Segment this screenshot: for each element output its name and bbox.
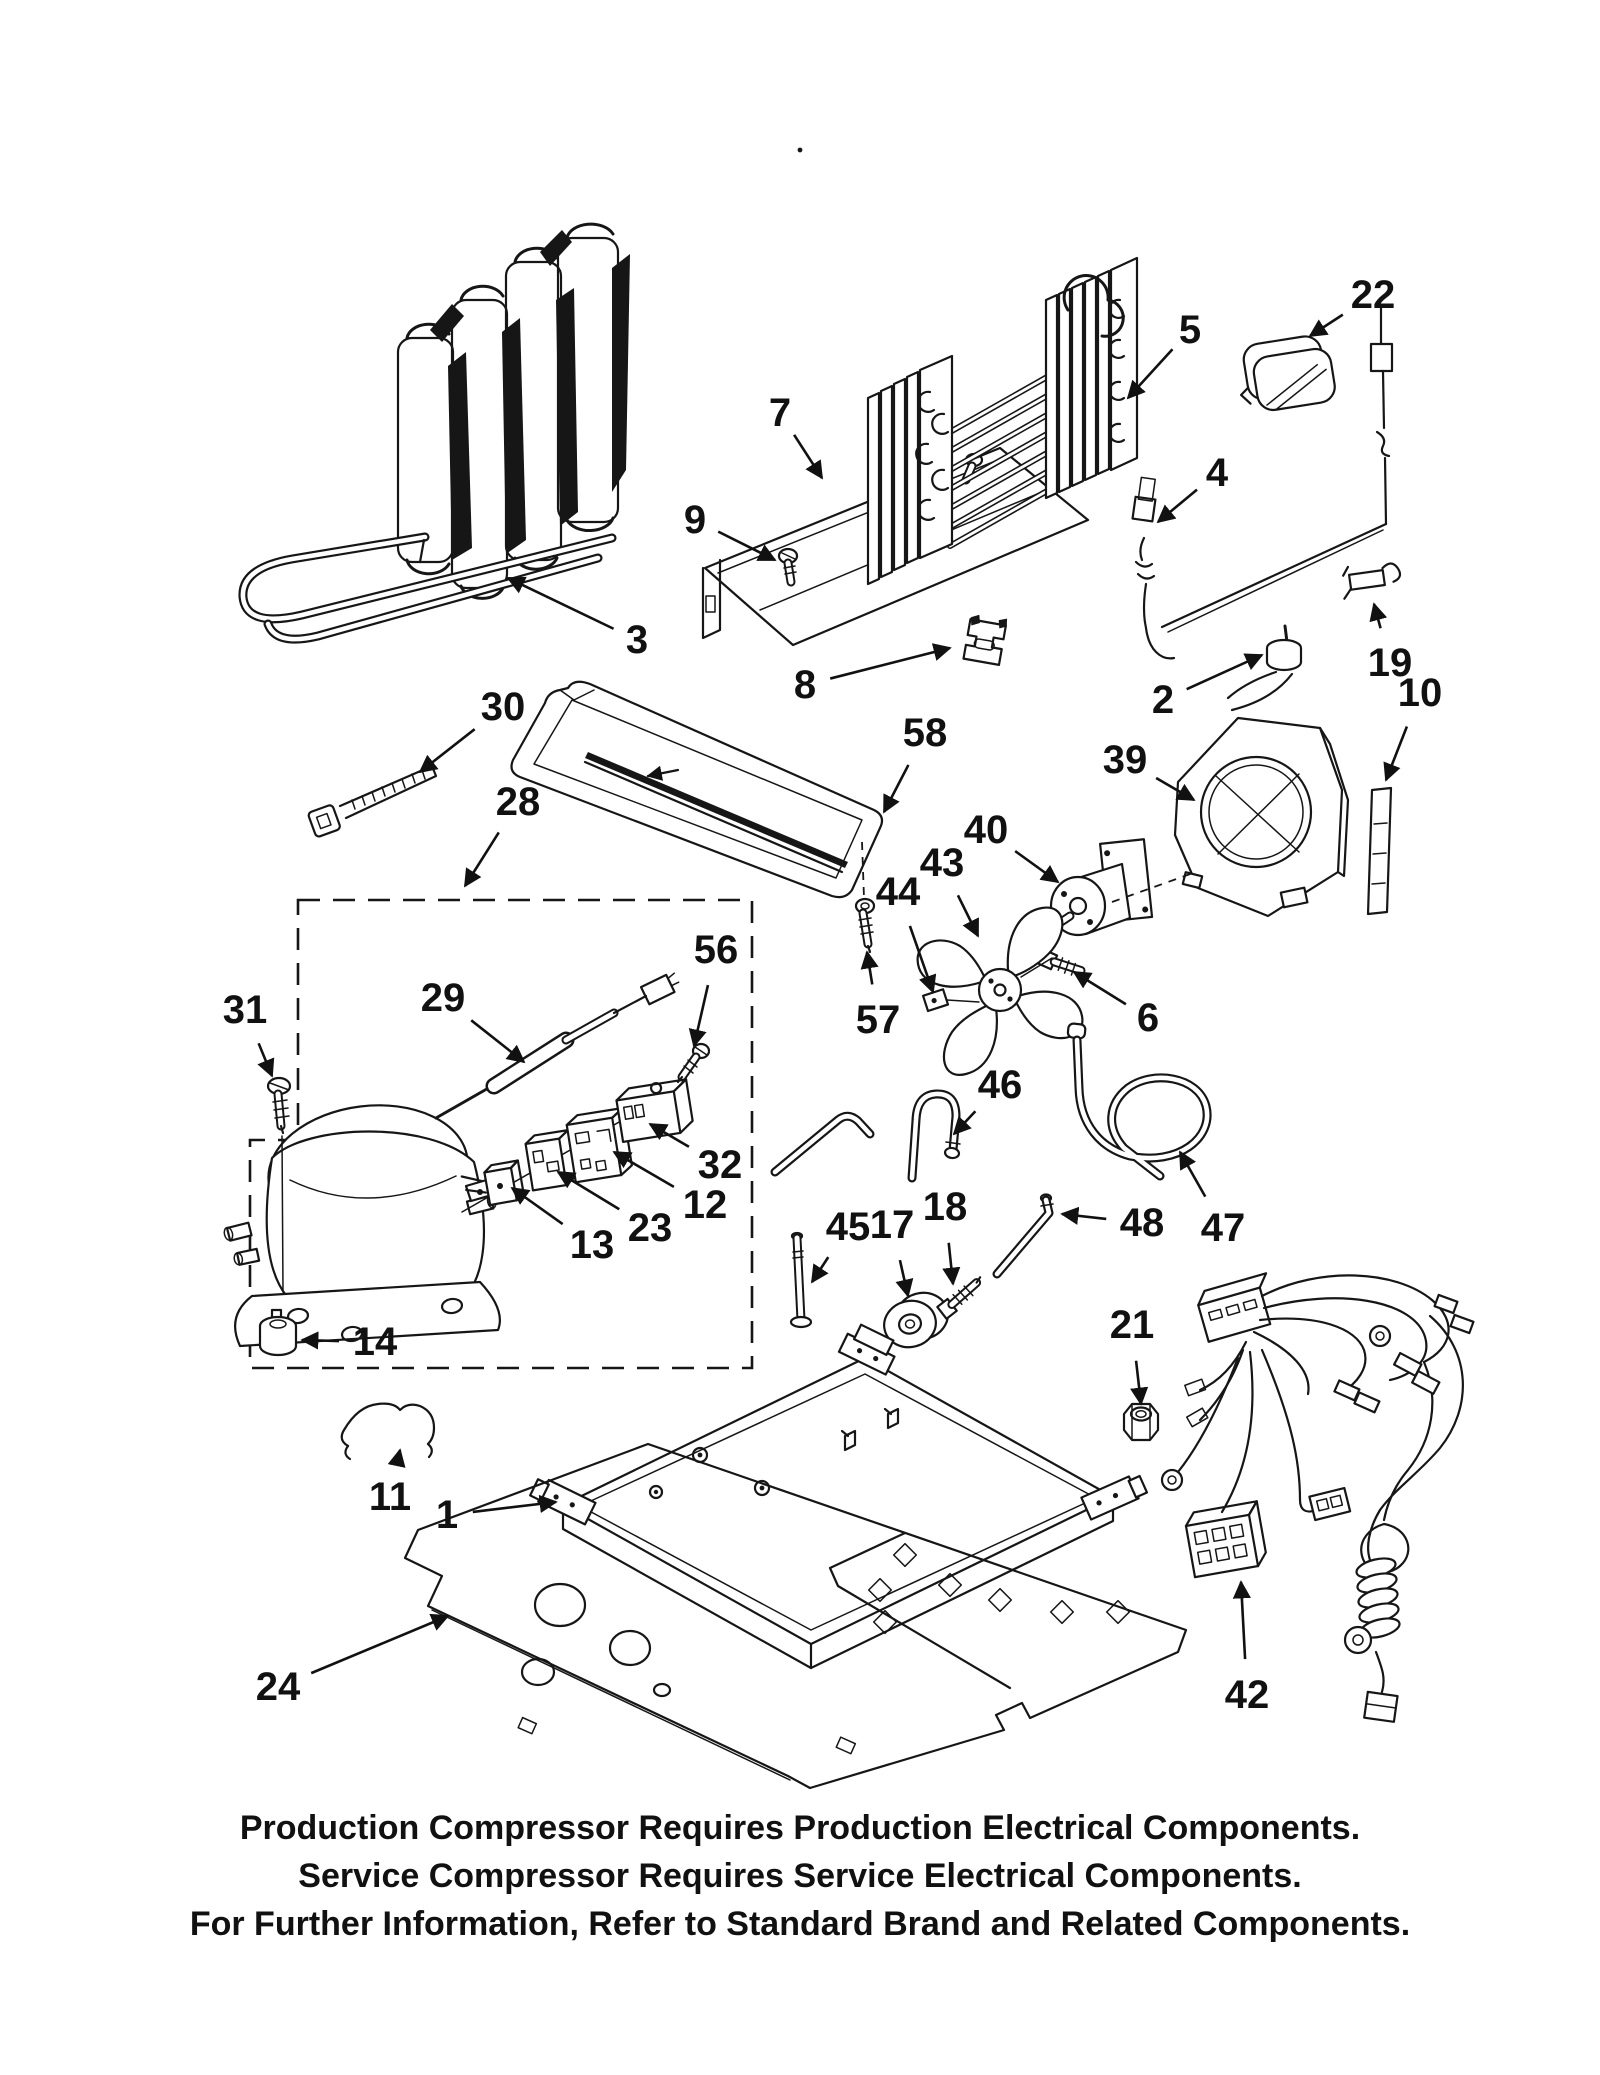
callout-arrow-17 [900, 1260, 908, 1296]
callout-47 [1180, 1152, 1245, 1250]
callout-4 [1158, 451, 1229, 522]
fan-motor-40 [1051, 839, 1196, 935]
part-number-22: 22 [1350, 273, 1396, 317]
callout-arrow-11 [397, 1450, 400, 1462]
condenser-left-fins [868, 356, 952, 584]
part-number-14: 14 [352, 1320, 398, 1364]
strip-10 [1368, 788, 1391, 914]
callout-29 [421, 976, 524, 1062]
compressor [223, 1094, 500, 1346]
part-number-46: 46 [977, 1063, 1023, 1107]
callout-arrow-43 [958, 895, 978, 936]
callout-13 [512, 1188, 614, 1267]
callout-11 [369, 1450, 411, 1519]
callout-arrow-28 [465, 832, 499, 886]
part-number-32: 32 [697, 1143, 743, 1187]
nut-21 [1124, 1404, 1158, 1440]
part-number-56: 56 [693, 928, 739, 972]
drain-pan-58 [512, 682, 882, 898]
callout-arrow-2 [1187, 655, 1262, 689]
callout-arrow-12 [614, 1152, 674, 1187]
part-number-12: 12 [682, 1183, 728, 1227]
part-number-5: 5 [1178, 308, 1202, 352]
callout-arrow-24 [311, 1616, 448, 1673]
callout-30 [420, 685, 525, 772]
caption-line-1: Production Compressor Requires Production Electrical Components. [239, 1809, 1361, 1847]
callout-arrow-8 [830, 648, 950, 679]
callout-39 [1103, 738, 1194, 800]
stray-mark [798, 148, 803, 153]
caption-line-3: For Further Information, Refer to Standard Brand and Related Components. [189, 1905, 1411, 1943]
part-number-13: 13 [569, 1223, 615, 1267]
callout-48 [1062, 1201, 1164, 1245]
part-number-7: 7 [768, 391, 792, 435]
rod-48 [997, 1195, 1053, 1275]
callout-31 [223, 988, 272, 1076]
callout-24 [256, 1616, 448, 1709]
callout-3 [508, 578, 648, 662]
callout-arrow-1 [473, 1502, 556, 1512]
callout-arrow-3 [508, 578, 614, 629]
part-number-45: 45 [825, 1205, 871, 1249]
part-number-39: 39 [1102, 738, 1148, 782]
callout-2 [1152, 655, 1262, 722]
callout-10 [1386, 671, 1442, 780]
cable-tie-teeth [352, 770, 425, 809]
callout-42 [1225, 1582, 1270, 1717]
callout-arrow-40 [1015, 851, 1058, 882]
callout-21 [1110, 1303, 1155, 1404]
callout-arrow-22 [1310, 315, 1343, 336]
callout-28 [465, 780, 540, 886]
callout-40 [964, 808, 1058, 882]
part-number-23: 23 [627, 1206, 673, 1250]
callout-17 [870, 1203, 915, 1296]
part-number-40: 40 [963, 808, 1009, 852]
callout-45 [812, 1205, 870, 1282]
tube-46 [775, 1094, 960, 1178]
grommet-2 [1228, 626, 1301, 710]
part-number-11: 11 [368, 1475, 412, 1519]
clip-8 [963, 612, 1008, 665]
caption [0, 1804, 1600, 1948]
bolt-18 [937, 1275, 987, 1319]
condenser-right-fins [1046, 258, 1137, 498]
wire-harness-42 [1162, 1273, 1473, 1722]
part-number-29: 29 [420, 976, 466, 1020]
callout-arrow-45 [812, 1257, 828, 1282]
callouts [223, 273, 1443, 1717]
part-number-9: 9 [683, 498, 707, 542]
screw-57 [856, 899, 874, 952]
callout-arrow-4 [1158, 490, 1197, 522]
cover-32 [615, 1078, 694, 1142]
callout-arrow-6 [1074, 972, 1126, 1004]
part-number-57: 57 [855, 998, 901, 1042]
part-number-47: 47 [1200, 1206, 1246, 1250]
callout-arrow-13 [512, 1188, 563, 1224]
screw-56 [678, 1044, 709, 1082]
part-number-48: 48 [1119, 1201, 1165, 1245]
part-number-43: 43 [919, 841, 965, 885]
callout-8 [794, 648, 950, 707]
callout-arrow-56 [694, 985, 708, 1046]
part-number-8: 8 [793, 663, 817, 707]
callout-32 [650, 1124, 742, 1187]
part-number-58: 58 [902, 711, 948, 755]
thermistor-wire-4 [1133, 477, 1174, 658]
callout-57 [856, 952, 901, 1042]
part-number-28: 28 [495, 780, 541, 824]
callout-22 [1310, 273, 1395, 336]
part-number-24: 24 [255, 1665, 301, 1709]
callout-arrow-19 [1374, 604, 1381, 628]
part-number-21: 21 [1109, 1303, 1155, 1347]
callout-arrow-14 [302, 1340, 339, 1341]
pin-45 [791, 1233, 811, 1327]
part-number-18: 18 [922, 1185, 968, 1229]
callout-arrow-7 [794, 435, 822, 478]
callout-arrow-42 [1241, 1582, 1245, 1659]
caption-line-2: Service Compressor Requires Service Electrical Components. [298, 1857, 1302, 1895]
frame-bracket-right [1081, 1472, 1147, 1519]
part-number-6: 6 [1136, 996, 1160, 1040]
part-number-30: 30 [480, 685, 526, 729]
callout-arrow-10 [1386, 727, 1407, 780]
part-number-3: 3 [625, 618, 649, 662]
callout-58 [884, 711, 947, 812]
callout-arrow-58 [884, 765, 908, 812]
part-number-2: 2 [1151, 678, 1175, 722]
part-number-42: 42 [1224, 1673, 1270, 1717]
harness-coil [1345, 1555, 1401, 1722]
callout-arrow-47 [1180, 1152, 1205, 1197]
harness-6pin-connector [1184, 1501, 1268, 1577]
callout-arrow-18 [949, 1243, 953, 1284]
wire-clip-11 [342, 1404, 434, 1459]
callout-18 [923, 1185, 968, 1284]
callout-arrow-21 [1136, 1361, 1141, 1404]
part-number-17: 17 [869, 1203, 915, 1247]
part-number-1: 1 [435, 1493, 459, 1537]
part-number-19: 19 [1367, 641, 1413, 685]
callout-43 [920, 841, 978, 936]
cable-tie-30 [308, 766, 436, 838]
callout-19 [1368, 604, 1413, 685]
callout-arrow-48 [1062, 1214, 1106, 1219]
clip-19 [1340, 560, 1402, 599]
part-number-31: 31 [222, 988, 268, 1032]
callout-arrow-31 [259, 1043, 272, 1076]
callout-5 [1128, 308, 1201, 398]
callout-6 [1074, 972, 1159, 1040]
evaporator-coil [243, 224, 630, 639]
fan-shroud-39 [1175, 718, 1348, 916]
blade-clip-44 [923, 989, 948, 1011]
callout-arrow-30 [420, 729, 475, 772]
callout-7 [769, 391, 822, 478]
callout-arrow-29 [471, 1020, 524, 1062]
tube-47 [1067, 1023, 1207, 1176]
base-plate-24 [405, 1444, 1186, 1788]
part-number-10: 10 [1397, 671, 1443, 715]
callout-56 [694, 928, 739, 1046]
part-number-4: 4 [1205, 451, 1229, 495]
part-number-44: 44 [875, 870, 921, 914]
callout-arrow-57 [867, 952, 872, 984]
cover-pad-22 [1234, 333, 1337, 415]
